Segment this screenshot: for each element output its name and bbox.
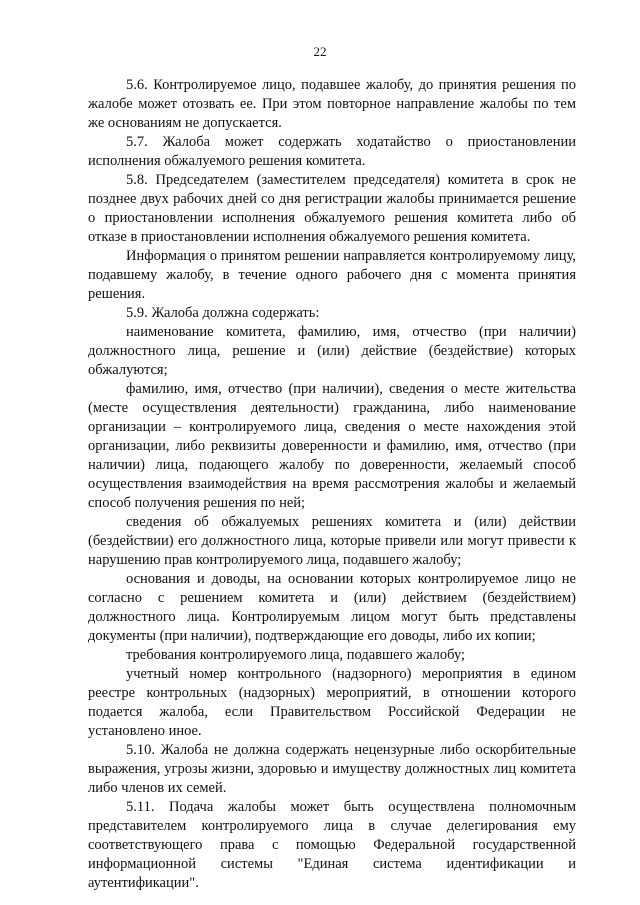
paragraph-5-11: 5.11. Подача жалобы может быть осуществлена полномочным представителем контролируемого лица в случае делегирования ему соответствующего права с помощью Федеральной государственной информационной системы "Единая система идентификации и аутентификации". [88, 799, 576, 891]
list-item-applicant-details: фамилию, имя, отчество (при наличии), сведения о месте жительства (месте осуществления деятельности) гражданина, либо наименование организации – контролируемого лица, сведения о месте нахождения этой организации, либо реквизиты доверенности и фамилию, имя, отчество (при наличии) лица, подающего жалобу по доверенности, желаемый способ осуществления взаимодействия на время рассмотрения жалобы и желаемый способ получения решения по ней; [88, 381, 576, 511]
paragraph-5-10: 5.10. Жалоба не должна содержать нецензурные либо оскорбительные выражения, угрозы жизни, здоровью и имуществу должностных лиц комитета либо членов их семей. [88, 742, 576, 796]
list-item-committee-name: наименование комитета, фамилию, имя, отчество (при наличии) должностного лица, решение и (или) действие (бездействие) которых обжалуются; [88, 324, 576, 378]
paragraph-5-9: 5.9. Жалоба должна содержать: [126, 305, 320, 321]
list-item-appealed-decisions: сведения об обжалуемых решениях комитета и (или) действии (бездействии) его должностного лица, которые привели или могут привести к нарушению прав контролируемого лица, подавшего жалобу; [88, 514, 576, 568]
list-item-requirements: требования контролируемого лица, подавшего жалобу; [126, 647, 466, 663]
list-item-grounds: основания и доводы, на основании которых контролируемое лицо не согласно с решением комитета и (или) действием (бездействием) должностного лица. Контролируемым лицом могут быть представлены документы (при наличии), подтверждающие его доводы, либо их копии; [88, 571, 576, 644]
document-body [88, 76, 576, 893]
paragraph-5-6: 5.6. Контролируемое лицо, подавшее жалобу, до принятия решения по жалобе может отозвать ее. При этом повторное направление жалобы по тем же основаниям не допускается. [88, 77, 576, 131]
paragraph-5-7: 5.7. Жалоба может содержать ходатайство о приостановлении исполнения обжалуемого решения комитета. [88, 134, 576, 169]
page-number: 22 [313, 44, 327, 59]
list-item-registry-number: учетный номер контрольного (надзорного) мероприятия в едином реестре контрольных (надзорных) мероприятий, в отношении которого подается жалоба, если Правительством Российской Федерации не установлено иное. [88, 666, 576, 739]
paragraph-decision-info: Информация о принятом решении направляется контролируемому лицу, подавшему жалобу, в течение одного рабочего дня с момента принятия решения. [88, 248, 576, 302]
paragraph-5-8: 5.8. Председателем (заместителем председателя) комитета в срок не позднее двух рабочих дней со дня регистрации жалобы принимается решение о приостановлении исполнения обжалуемого решения комитета либо об отказе в приостановлении исполнения обжалуемого решения комитета. [88, 172, 576, 245]
